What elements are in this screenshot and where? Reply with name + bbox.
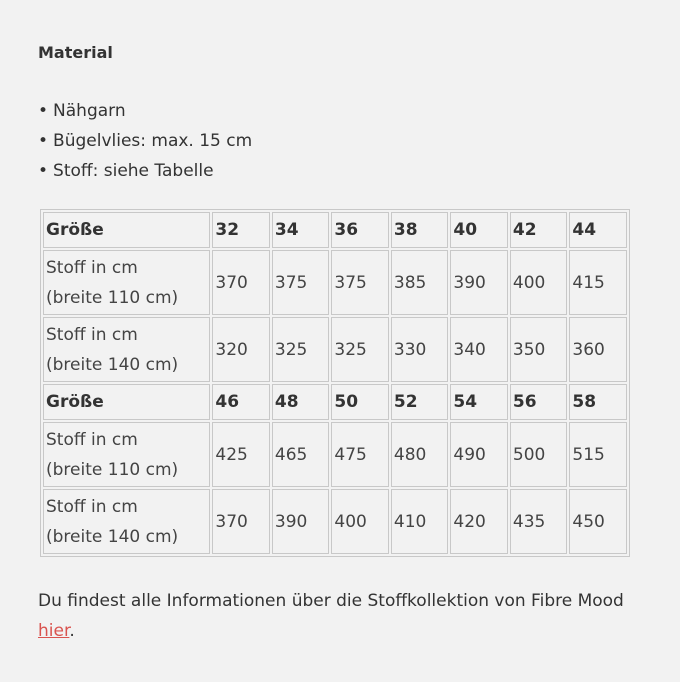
size-header-cell: 36 bbox=[331, 212, 389, 248]
size-header-cell: 58 bbox=[569, 384, 627, 420]
row-label-line1: Stoff in cm bbox=[46, 429, 138, 450]
size-header-cell: 46 bbox=[212, 384, 270, 420]
row-label bbox=[43, 422, 210, 487]
table-cell: 385 bbox=[391, 250, 449, 315]
row-label bbox=[43, 489, 210, 554]
size-header-cell: 48 bbox=[272, 384, 330, 420]
size-header-label: Größe bbox=[43, 384, 210, 420]
row-label bbox=[43, 317, 210, 382]
table-cell: 410 bbox=[391, 489, 449, 554]
fabric-size-table bbox=[40, 209, 630, 557]
table-cell: 420 bbox=[450, 489, 508, 554]
table-cell: 325 bbox=[331, 317, 389, 382]
table-row bbox=[43, 489, 627, 554]
table-cell: 450 bbox=[569, 489, 627, 554]
row-label bbox=[43, 250, 210, 315]
table-cell: 390 bbox=[450, 250, 508, 315]
table-cell: 490 bbox=[450, 422, 508, 487]
row-label-line2: (breite 140 cm) bbox=[46, 354, 179, 375]
table-cell: 370 bbox=[212, 250, 270, 315]
table-row bbox=[43, 250, 627, 315]
table-cell: 330 bbox=[391, 317, 449, 382]
table-cell: 415 bbox=[569, 250, 627, 315]
size-header-cell: 34 bbox=[272, 212, 330, 248]
info-link[interactable]: hier bbox=[38, 621, 70, 641]
table-cell: 340 bbox=[450, 317, 508, 382]
table-cell: 475 bbox=[331, 422, 389, 487]
material-item: • Stoff: siehe Tabelle bbox=[38, 156, 252, 186]
size-header-row bbox=[43, 384, 627, 420]
table-cell: 465 bbox=[272, 422, 330, 487]
size-header-cell: 50 bbox=[331, 384, 389, 420]
row-label-line2: (breite 140 cm) bbox=[46, 526, 179, 547]
table-cell: 400 bbox=[331, 489, 389, 554]
size-header-cell: 32 bbox=[212, 212, 270, 248]
row-label-line1: Stoff in cm bbox=[46, 496, 138, 517]
table-cell: 370 bbox=[212, 489, 270, 554]
footer-suffix: . bbox=[69, 621, 75, 641]
row-label-line2: (breite 110 cm) bbox=[46, 459, 179, 480]
table-cell: 350 bbox=[510, 317, 568, 382]
materials-list bbox=[38, 96, 252, 186]
size-header-cell: 56 bbox=[510, 384, 568, 420]
size-header-cell: 54 bbox=[450, 384, 508, 420]
table-row bbox=[43, 317, 627, 382]
size-header-cell: 52 bbox=[391, 384, 449, 420]
section-title: Material bbox=[38, 43, 113, 62]
row-label-line2: (breite 110 cm) bbox=[46, 287, 179, 308]
table-cell: 500 bbox=[510, 422, 568, 487]
size-header-cell: 42 bbox=[510, 212, 568, 248]
table-row bbox=[43, 422, 627, 487]
row-label-line1: Stoff in cm bbox=[46, 324, 138, 345]
size-header-row bbox=[43, 212, 627, 248]
table-cell: 400 bbox=[510, 250, 568, 315]
table-cell: 325 bbox=[272, 317, 330, 382]
table-cell: 360 bbox=[569, 317, 627, 382]
size-header-cell: 40 bbox=[450, 212, 508, 248]
table-cell: 375 bbox=[272, 250, 330, 315]
table-cell: 390 bbox=[272, 489, 330, 554]
material-item: • Nähgarn bbox=[38, 96, 252, 126]
table-cell: 375 bbox=[331, 250, 389, 315]
row-label-line1: Stoff in cm bbox=[46, 257, 138, 278]
table-cell: 435 bbox=[510, 489, 568, 554]
table-cell: 320 bbox=[212, 317, 270, 382]
footer-sentence: Du findest alle Informationen über die Stoffkollektion von Fibre Mood bbox=[38, 591, 624, 611]
footer-text bbox=[38, 586, 638, 646]
size-header-cell: 44 bbox=[569, 212, 627, 248]
size-header-label: Größe bbox=[43, 212, 210, 248]
table-cell: 480 bbox=[391, 422, 449, 487]
table-cell: 515 bbox=[569, 422, 627, 487]
table-cell: 425 bbox=[212, 422, 270, 487]
material-item: • Bügelvlies: max. 15 cm bbox=[38, 126, 252, 156]
size-header-cell: 38 bbox=[391, 212, 449, 248]
